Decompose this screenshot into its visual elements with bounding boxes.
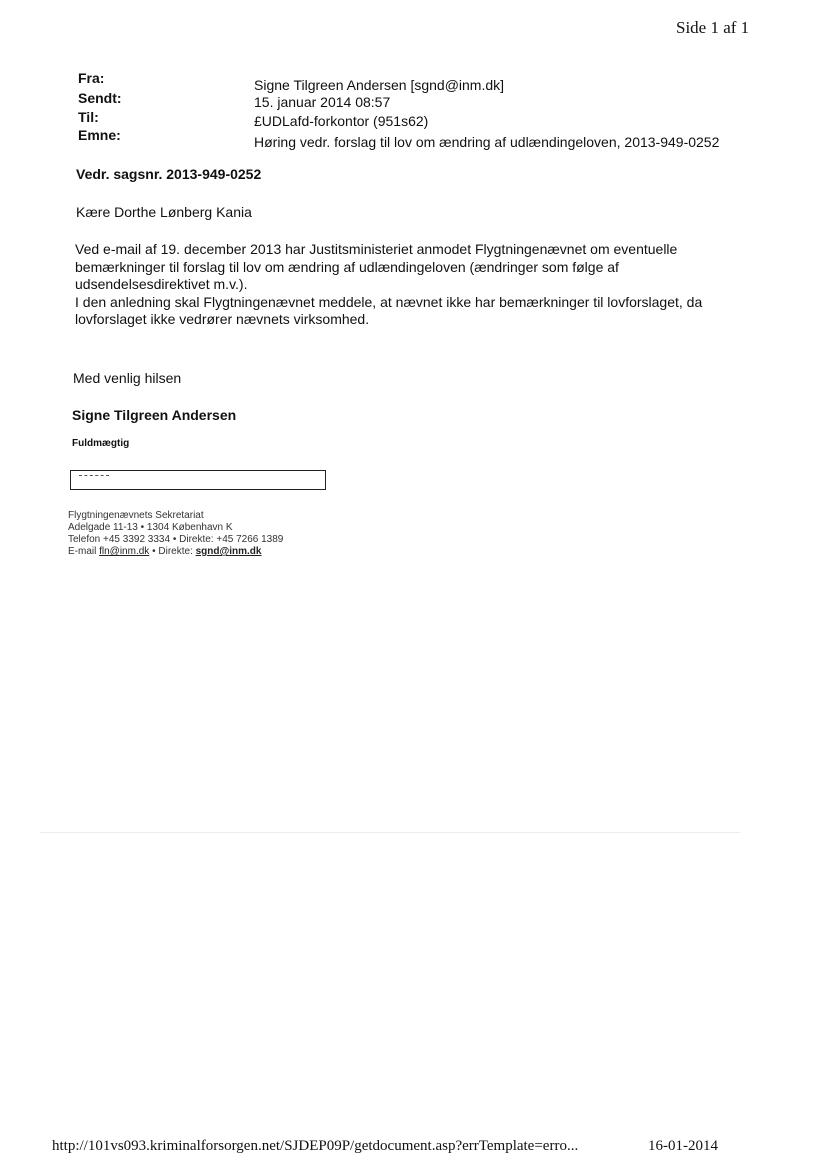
- email-line: [68, 546, 283, 558]
- signer-title: Fuldmægtig: [72, 438, 130, 449]
- scan-fold-line: [40, 832, 740, 833]
- separator-dot: •: [172, 534, 177, 545]
- subject-value: Høring vedr. forslag til lov om ændring af udlændingeloven, 2013-949-0252: [254, 134, 720, 150]
- direct-phone-number: +45 7266 1389: [216, 534, 284, 545]
- to-value: £UDLafd-forkontor (951s62): [254, 113, 429, 129]
- email-link[interactable]: fln@inm.dk: [99, 546, 150, 557]
- closing: Med venlig hilsen: [73, 370, 182, 386]
- page-number: Side 1 af 1: [676, 18, 750, 37]
- organization-address: Adelgade 11-13 • 1304 København K: [68, 522, 233, 533]
- from-label: Fra:: [78, 70, 105, 86]
- greeting: Kære Dorthe Lønberg Kania: [76, 204, 252, 220]
- sent-value: 15. januar 2014 08:57: [254, 94, 391, 110]
- phone-number: +45 3392 3334: [103, 534, 171, 545]
- subject-label: Emne:: [78, 127, 121, 143]
- to-label: Til:: [78, 109, 99, 125]
- signer-name: Signe Tilgreen Andersen: [72, 407, 237, 423]
- sent-label: Sendt:: [78, 90, 122, 106]
- from-value: Signe Tilgreen Andersen [sgnd@inm.dk]: [254, 77, 505, 93]
- body-paragraph-2: I den anledning skal Flygtningenævnet meddele, at nævnet ikke har bemærkninger til lovforslaget, da lovforslaget ikke vedrører nævnets virksomhed.: [75, 293, 703, 327]
- signature-block: [68, 510, 283, 558]
- direct-email-label: Direkte:: [158, 546, 193, 557]
- separator-dot: •: [152, 546, 156, 557]
- signature-scribble: [79, 475, 109, 478]
- email-label: E-mail: [68, 546, 97, 557]
- phone-line: [68, 534, 283, 546]
- body-paragraph-1: Ved e-mail af 19. december 2013 har Justitsministeriet anmodet Flygtningenævnet om eventuelle bemærkninger til forslag til lov om ændring af udlændingeloven (ændringer som følge af udsendelsesdirektivet m.v.).: [75, 241, 678, 292]
- signature-logo-box: [70, 470, 326, 490]
- print-date: 16-01-2014: [648, 1138, 718, 1154]
- case-reference: Vedr. sagsnr. 2013-949-0252: [76, 166, 262, 182]
- direct-phone-label: Direkte:: [179, 534, 214, 545]
- organization-name: Flygtningenævnets Sekretariat: [68, 510, 204, 521]
- phone-label: Telefon: [68, 534, 101, 545]
- print-url: http://101vs093.kriminalforsorgen.net/SJDEP09P/getdocument.asp?errTemplate=erro...: [52, 1138, 579, 1154]
- letter-body: [75, 241, 715, 329]
- direct-email-link[interactable]: sgnd@inm.dk: [195, 546, 262, 557]
